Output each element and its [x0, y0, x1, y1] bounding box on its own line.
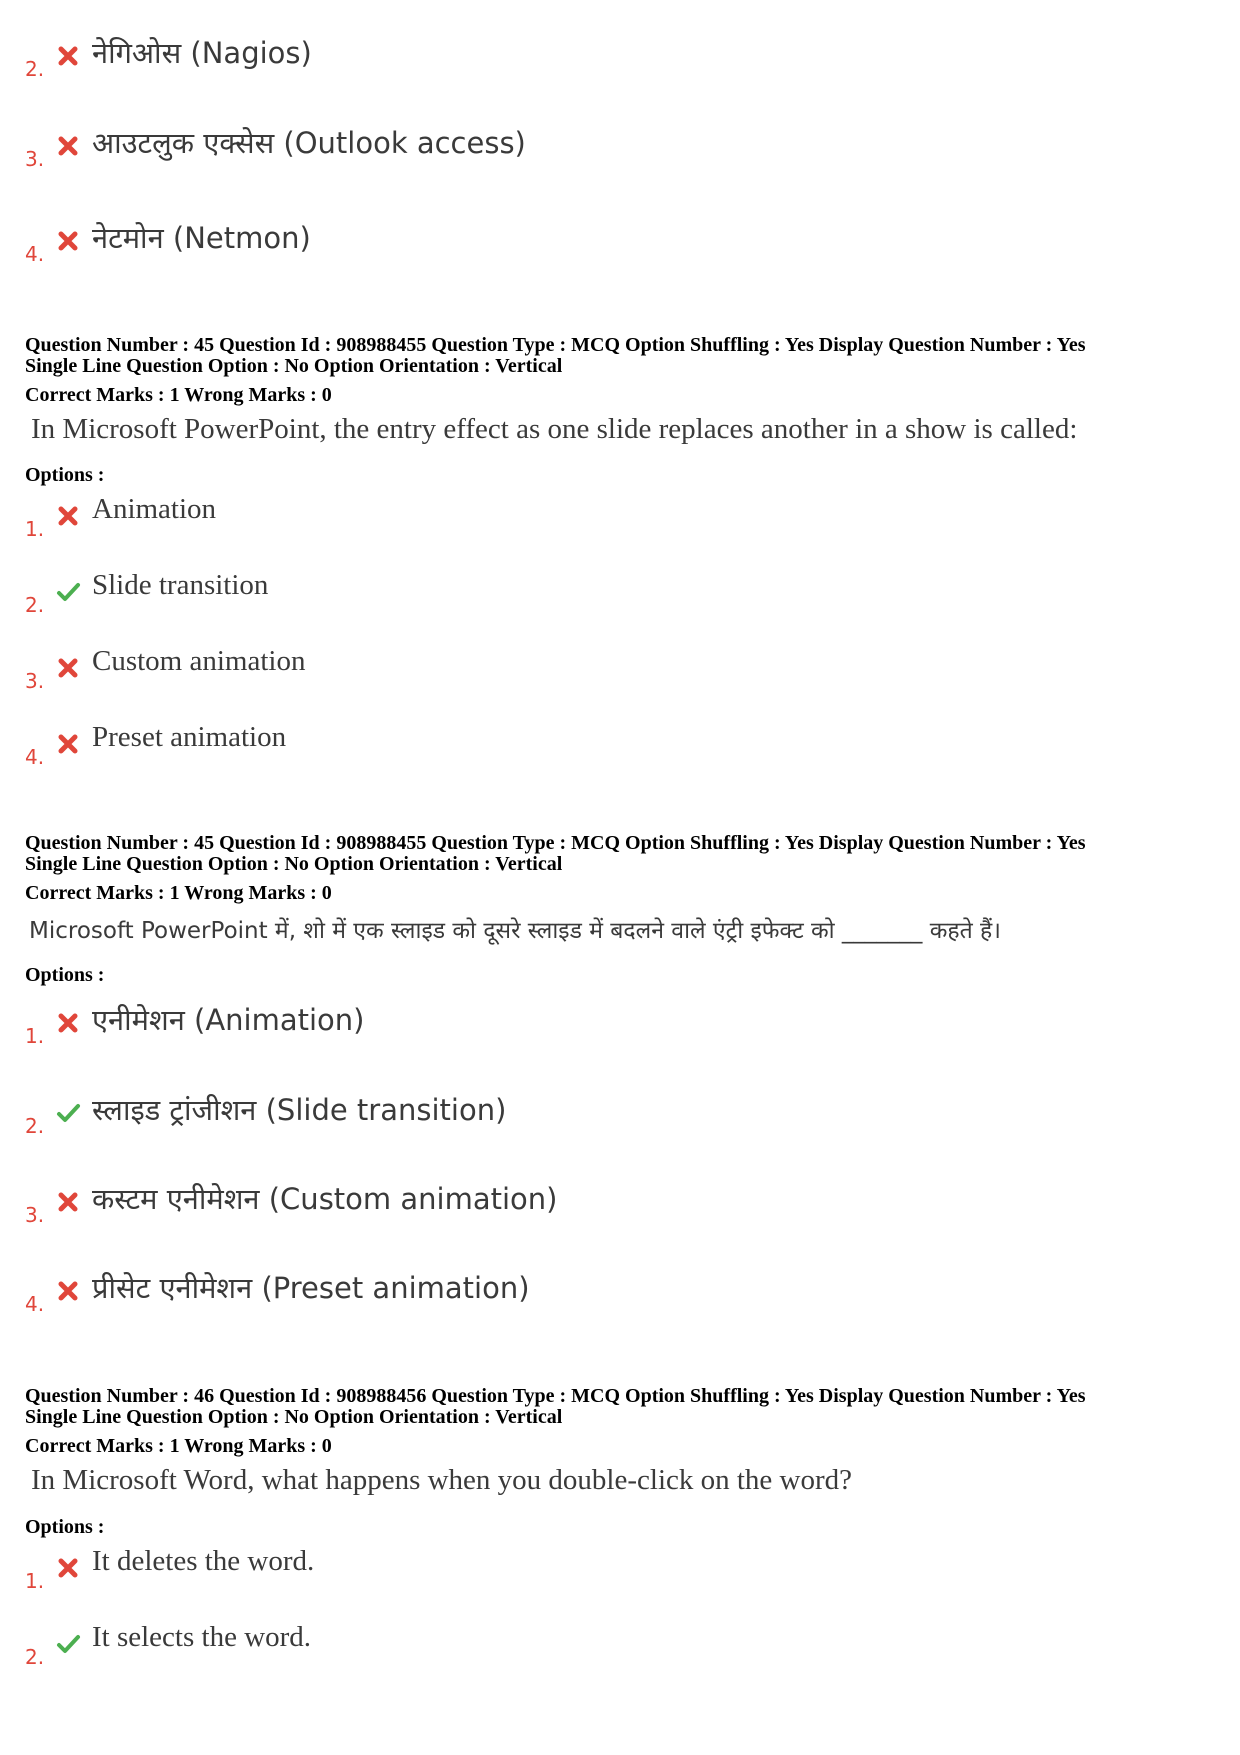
question-marks: Correct Marks : 1 Wrong Marks : 0: [25, 1435, 332, 1457]
question-meta: Question Number : 46 Question Id : 908988456 Question Type : MCQ Option Shuffling : Yes Display Question Number : Yes: [25, 1385, 1086, 1407]
cross-icon: [55, 133, 81, 159]
option-number: 3.: [25, 1203, 45, 1227]
option-text: आउटलुक एक्सेस (Outlook access): [92, 126, 526, 160]
option-number: 4.: [25, 242, 45, 266]
option-number: 3.: [25, 147, 45, 171]
option-text: It selects the word.: [92, 1621, 312, 1653]
option-text: नेटमोन (Netmon): [92, 221, 311, 255]
option-number: 2.: [25, 57, 45, 81]
option-text: नेगिओस (Nagios): [92, 36, 312, 70]
cross-icon: [55, 1278, 81, 1304]
question-meta: Question Number : 45 Question Id : 908988455 Question Type : MCQ Option Shuffling : Yes Display Question Number : Yes: [25, 334, 1086, 356]
question-text: In Microsoft Word, what happens when you double-click on the word?: [31, 1464, 853, 1496]
cross-icon: [55, 1555, 81, 1581]
option-text: Slide transition: [92, 569, 269, 601]
option-number: 1.: [25, 1024, 45, 1048]
options-label: Options :: [25, 964, 105, 986]
question-meta: Single Line Question Option : No Option Orientation : Vertical: [25, 1406, 563, 1428]
check-icon: [55, 1100, 81, 1126]
question-marks: Correct Marks : 1 Wrong Marks : 0: [25, 882, 332, 904]
check-icon: [55, 1631, 81, 1657]
option-number: 1.: [25, 1569, 45, 1593]
option-number: 2.: [25, 1645, 45, 1669]
option-text: Animation: [92, 493, 217, 525]
option-number: 4.: [25, 1292, 45, 1316]
cross-icon: [55, 1010, 81, 1036]
option-text: कस्टम एनीमेशन (Custom animation): [92, 1182, 558, 1216]
options-label: Options :: [25, 1516, 105, 1538]
cross-icon: [55, 655, 81, 681]
cross-icon: [55, 1189, 81, 1215]
option-text: स्लाइड ट्रांजीशन (Slide transition): [92, 1093, 507, 1127]
question-text: In Microsoft PowerPoint, the entry effect as one slide replaces another in a show is called:: [31, 413, 1078, 445]
option-number: 3.: [25, 669, 45, 693]
question-meta: Single Line Question Option : No Option Orientation : Vertical: [25, 853, 563, 875]
question-text: Microsoft PowerPoint में, शो में एक स्लाइड को दूसरे स्लाइड में बदलने वाले एंट्री इफेक्ट को _______ कहते हैं।: [29, 918, 1001, 944]
option-number: 2.: [25, 1114, 45, 1138]
question-meta: Question Number : 45 Question Id : 908988455 Question Type : MCQ Option Shuffling : Yes Display Question Number : Yes: [25, 832, 1086, 854]
cross-icon: [55, 43, 81, 69]
question-meta: Single Line Question Option : No Option Orientation : Vertical: [25, 355, 563, 377]
option-text: It deletes the word.: [92, 1545, 315, 1577]
option-number: 4.: [25, 745, 45, 769]
option-number: 2.: [25, 593, 45, 617]
option-text: प्रीसेट एनीमेशन (Preset animation): [92, 1271, 530, 1305]
option-text: Preset animation: [92, 721, 287, 753]
option-number: 1.: [25, 517, 45, 541]
option-text: Custom animation: [92, 645, 306, 677]
question-marks: Correct Marks : 1 Wrong Marks : 0: [25, 384, 332, 406]
option-text: एनीमेशन (Animation): [92, 1003, 365, 1037]
cross-icon: [55, 731, 81, 757]
options-label: Options :: [25, 464, 105, 486]
cross-icon: [55, 228, 81, 254]
check-icon: [55, 579, 81, 605]
cross-icon: [55, 503, 81, 529]
